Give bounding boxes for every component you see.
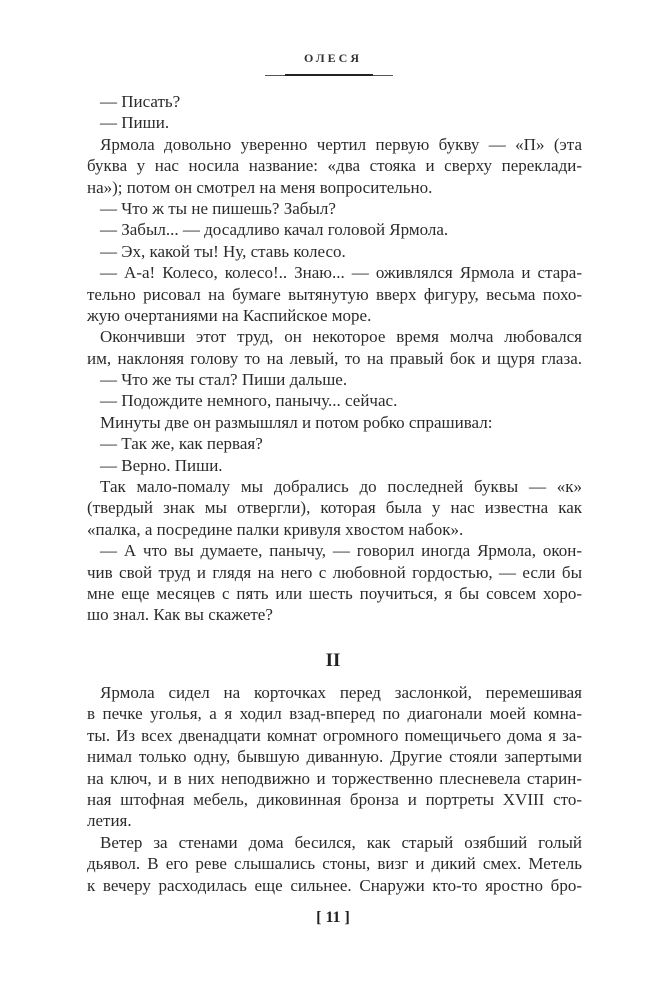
text-line: дьявол. В его реве слышались стоны, визг и дикий смех. Метель <box>87 854 582 874</box>
text-line: мне еще месяцев с пять или шесть поучиться, я бы совсем хоро- <box>87 583 582 603</box>
text-line: Ярмола сидел на корточках перед заслонкой, перемешивая <box>100 683 582 702</box>
text-line: чив свой труд и глядя на него с любовной гордостью, — если бы <box>87 562 582 582</box>
section-heading: II <box>325 650 341 671</box>
running-head: ОЛЕСЯ <box>303 51 362 65</box>
text-line: ная штофная мебель, диковинная бронза и портреты XVIII сто- <box>87 789 582 809</box>
text-line: Ярмола довольно уверенно чертил первую букву — «П» (эта <box>100 134 582 154</box>
text-line: — Что ж ты не пишешь? Забыл? <box>100 198 336 218</box>
text-line: — А-а! Колесо, колесо!.. Знаю... — оживлялся Ярмола и стара- <box>100 263 582 283</box>
text-line: на»); потом он смотрел на меня вопросительно. <box>87 177 433 197</box>
text-line: в печке уголья, а я ходил взад-вперед по диагонали моей комна- <box>87 704 582 724</box>
text-line: — Так же, как первая? <box>100 434 263 454</box>
text-line: — Писать? <box>100 92 181 111</box>
text-line: Ветер за стенами дома бесился, как старый озябший голый <box>100 832 582 852</box>
text-line: летия. <box>87 811 132 831</box>
text-line: шо знал. Как вы скажете? <box>87 605 273 625</box>
text-line: — Забыл... — досадливо качал головой Ярмола. <box>100 220 449 240</box>
text-line: — Эх, какой ты! Ну, ставь колесо. <box>100 241 346 261</box>
text-line: Окончивши этот труд, он некоторое время молча любовался <box>100 327 582 347</box>
text-block-section-2 <box>87 682 582 896</box>
page-number: [ 11 ] <box>316 909 350 926</box>
text-line: «палка, а посредине палки кривуля хвостом набок». <box>87 519 464 539</box>
text-line: тельно рисовал на бумаге вытянутую вверх фигуру, весьма похо- <box>87 284 582 304</box>
text-line: — Пиши. <box>100 113 170 133</box>
text-line: на ключ, и в них неподвижно и торжественно плесневела старин- <box>87 768 582 788</box>
text-line: — А что вы думаете, панычу, — говорил иногда Ярмола, окон- <box>100 541 582 561</box>
text-line: Минуты две он размышлял и потом робко спрашивал: <box>100 412 493 432</box>
text-line: жую очертаниями на Каспийское море. <box>87 305 372 325</box>
text-line: им, наклоняя голову то на левый, то на правый бок и щуря глаза. <box>87 348 582 368</box>
text-line: — Что же ты стал? Пиши дальше. <box>100 370 348 390</box>
text-line: к вечеру расходилась еще сильнее. Снаружи кто-то яростно бро- <box>87 875 582 895</box>
text-line: (твердый знак мы отвергли), которая была у нас известна как <box>87 498 582 518</box>
text-block-chapter-end <box>87 91 582 626</box>
text-line: — Верно. Пиши. <box>100 455 223 475</box>
text-line: Так мало-помалу мы добрались до последней буквы — «к» <box>100 477 582 497</box>
text-line: ты. Из всех двенадцати комнат огромного помещичьего дома я за- <box>87 725 582 745</box>
text-line: нимал только одну, бывшую диванную. Другие стояли запертыми <box>87 747 582 767</box>
text-line: — Подождите немного, панычу... сейчас. <box>100 391 398 411</box>
header-rule-accent <box>285 74 373 76</box>
text-line: буква у нас носила название: «два стояка и сверху переклади- <box>87 156 582 176</box>
